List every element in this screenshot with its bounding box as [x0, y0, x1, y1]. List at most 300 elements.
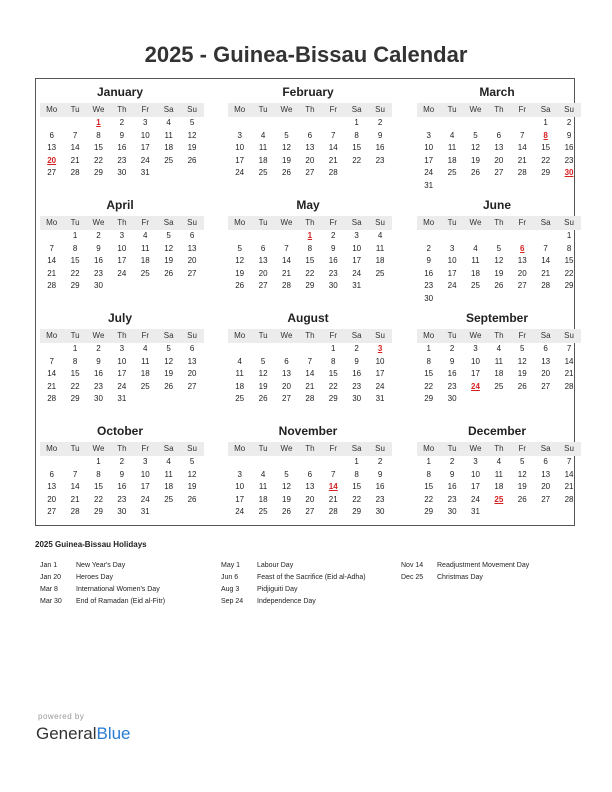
day-cell: 25: [258, 168, 268, 177]
day-cell: 6: [189, 231, 195, 240]
weekday-header: Mo: [417, 329, 440, 343]
day-cell: 22: [328, 381, 338, 391]
holiday-day-cell: 14: [328, 482, 338, 491]
day-cell: 28: [564, 381, 574, 391]
holiday-date: Jan 1: [40, 562, 58, 569]
day-cell: 28: [305, 394, 315, 403]
day-cell: 23: [375, 494, 385, 504]
day-cell: 5: [520, 457, 525, 466]
weekday-header: Su: [180, 442, 203, 456]
day-cell: 17: [235, 155, 245, 165]
empty-day-cell: [534, 230, 557, 243]
weekday-header: Sa: [157, 442, 180, 456]
weekday-header: Sa: [534, 103, 557, 117]
empty-day-cell: [275, 117, 298, 130]
day-cell: 2: [449, 344, 455, 353]
month-name: December: [467, 424, 527, 438]
day-cell: 12: [164, 243, 174, 253]
day-cell: 16: [564, 143, 574, 152]
day-cell: 11: [258, 482, 268, 491]
day-cell: 2: [331, 231, 336, 240]
empty-day-cell: [275, 456, 298, 469]
weekday-header: Sa: [157, 216, 180, 230]
empty-day-cell: [251, 230, 274, 243]
weekday-header: Tu: [251, 103, 274, 117]
day-cell: 12: [235, 256, 245, 265]
day-cell: 2: [96, 344, 101, 353]
day-cell: 19: [164, 369, 174, 378]
day-cell: 17: [235, 494, 245, 504]
day-cell: 4: [473, 243, 478, 253]
weekday-header: Th: [487, 103, 510, 117]
weekday-header: Tu: [440, 329, 463, 343]
day-cell: 16: [94, 256, 103, 265]
weekday-header: Th: [110, 216, 133, 230]
day-cell: 16: [375, 143, 385, 152]
day-cell: 20: [541, 369, 551, 378]
weekday-header: Fr: [511, 329, 534, 343]
day-cell: 1: [354, 118, 359, 127]
empty-day-cell: [251, 343, 274, 356]
day-cell: 23: [94, 381, 103, 391]
weekday-header: Sa: [157, 103, 180, 117]
month-name: March: [479, 85, 515, 99]
day-cell: 10: [235, 143, 245, 152]
month-name: October: [96, 424, 143, 438]
weekday-header: Th: [110, 442, 133, 456]
day-cell: 7: [566, 344, 572, 353]
day-cell: 24: [447, 281, 457, 290]
day-cell: 15: [70, 369, 80, 378]
day-cell: 26: [187, 494, 197, 504]
empty-day-cell: [228, 117, 251, 130]
day-cell: 13: [541, 356, 551, 366]
weekday-header: We: [464, 103, 487, 117]
holiday-name: Readjustment Movement Day: [437, 562, 530, 569]
day-cell: 1: [426, 344, 431, 353]
empty-day-cell: [251, 456, 274, 469]
day-cell: 5: [284, 130, 289, 140]
day-cell: 13: [494, 143, 504, 152]
weekday-header: Su: [368, 329, 391, 343]
day-cell: 6: [543, 457, 548, 466]
day-cell: 6: [260, 243, 266, 253]
month-march: [417, 85, 577, 192]
day-cell: 2: [566, 118, 572, 127]
empty-day-cell: [487, 117, 510, 130]
day-cell: 9: [119, 469, 125, 479]
day-cell: 18: [471, 268, 480, 278]
weekday-header: Mo: [417, 103, 440, 117]
holiday-name: Pidjiguiti Day: [257, 586, 298, 593]
day-cell: 13: [187, 243, 197, 253]
weekday-header: Tu: [440, 103, 463, 117]
day-cell: 4: [237, 356, 242, 366]
day-cell: 28: [282, 281, 291, 290]
holiday-row: [40, 572, 210, 584]
day-cell: 2: [426, 243, 431, 253]
day-cell: 16: [424, 268, 434, 278]
empty-day-cell: [63, 456, 86, 469]
month-february: [228, 85, 388, 180]
day-cell: 22: [541, 155, 551, 165]
weekday-header: Mo: [40, 442, 63, 456]
holiday-day-cell: 30: [564, 168, 574, 177]
day-cell: 5: [496, 243, 502, 253]
day-cell: 5: [237, 243, 242, 253]
day-cell: 19: [187, 143, 197, 152]
day-cell: 5: [473, 130, 478, 140]
empty-day-cell: [417, 230, 440, 243]
day-cell: 7: [49, 356, 54, 366]
day-cell: 18: [375, 256, 385, 265]
day-cell: 17: [375, 369, 385, 378]
day-cell: 22: [70, 381, 80, 391]
month-grid: [228, 329, 388, 406]
empty-day-cell: [275, 343, 298, 356]
day-cell: 1: [96, 457, 101, 466]
holiday-name: Independence Day: [257, 598, 316, 605]
day-cell: 23: [352, 381, 362, 391]
day-cell: 26: [282, 507, 291, 516]
holiday-row: [221, 560, 391, 572]
day-cell: 21: [564, 482, 574, 491]
day-cell: 21: [328, 155, 338, 165]
weekday-header: Su: [557, 216, 580, 230]
day-cell: 25: [375, 268, 385, 278]
day-cell: 21: [282, 268, 291, 278]
month-name: August: [287, 311, 329, 325]
day-cell: 10: [352, 243, 362, 253]
month-grid: [228, 442, 388, 519]
day-cell: 7: [307, 356, 313, 366]
day-cell: 9: [331, 243, 336, 253]
month-name: January: [96, 85, 144, 99]
day-cell: 22: [352, 494, 362, 504]
weekday-header: We: [87, 103, 110, 117]
month-name: May: [296, 198, 320, 212]
weekday-header: Tu: [440, 442, 463, 456]
day-cell: 23: [328, 268, 338, 278]
day-cell: 19: [235, 268, 245, 278]
day-cell: 1: [72, 344, 78, 353]
holiday-day-cell: 1: [307, 231, 313, 240]
day-cell: 26: [494, 281, 504, 290]
weekday-header: Mo: [40, 329, 63, 343]
weekday-header: Su: [180, 103, 203, 117]
day-cell: 13: [187, 356, 197, 366]
day-cell: 22: [94, 494, 103, 504]
day-cell: 19: [258, 381, 268, 391]
day-cell: 9: [566, 130, 572, 140]
day-cell: 19: [282, 494, 291, 504]
empty-day-cell: [417, 117, 440, 130]
weekday-header: Fr: [511, 216, 534, 230]
holiday-date: Jan 20: [40, 574, 62, 581]
empty-day-cell: [40, 456, 63, 469]
day-cell: 27: [282, 394, 291, 403]
holiday-day-cell: 6: [520, 243, 525, 253]
day-cell: 18: [235, 381, 245, 391]
day-cell: 19: [517, 482, 527, 491]
day-cell: 17: [471, 482, 480, 491]
weekday-header: Tu: [440, 216, 463, 230]
weekday-header: Sa: [534, 216, 557, 230]
day-cell: 30: [117, 507, 127, 516]
day-cell: 20: [187, 256, 197, 265]
day-cell: 24: [375, 381, 385, 391]
holiday-date: Sep 24: [221, 598, 244, 605]
day-cell: 4: [143, 344, 148, 353]
weekday-header: Su: [368, 216, 391, 230]
month-september: [417, 311, 577, 406]
weekday-header: Sa: [534, 442, 557, 456]
day-cell: 4: [166, 457, 171, 466]
empty-day-cell: [464, 117, 487, 130]
day-cell: 15: [352, 143, 362, 152]
day-cell: 9: [449, 356, 455, 366]
day-cell: 1: [331, 344, 336, 353]
empty-day-cell: [228, 230, 251, 243]
empty-day-cell: [322, 117, 345, 130]
day-cell: 16: [117, 143, 127, 152]
weekday-header: Th: [298, 329, 321, 343]
day-cell: 26: [235, 281, 245, 290]
day-cell: 12: [164, 356, 174, 366]
month-january: [40, 85, 200, 180]
brand-logo[interactable]: [36, 724, 131, 744]
day-cell: 10: [471, 469, 480, 479]
day-cell: 26: [258, 394, 268, 403]
day-cell: 19: [187, 482, 197, 491]
month-may: [228, 198, 388, 293]
day-cell: 27: [305, 168, 315, 177]
day-cell: 2: [119, 118, 125, 127]
weekday-header: Sa: [345, 216, 368, 230]
weekday-header: We: [275, 442, 298, 456]
day-cell: 10: [447, 256, 457, 265]
day-cell: 15: [70, 256, 80, 265]
day-cell: 8: [354, 130, 359, 140]
day-cell: 11: [258, 143, 268, 152]
day-cell: 30: [424, 293, 434, 303]
day-cell: 28: [70, 168, 80, 177]
day-cell: 20: [187, 369, 197, 378]
day-cell: 9: [426, 256, 431, 265]
weekday-header: We: [87, 329, 110, 343]
day-cell: 6: [49, 469, 54, 479]
holiday-name: International Women's Day: [76, 586, 160, 593]
day-cell: 12: [187, 469, 197, 479]
day-cell: 26: [282, 168, 291, 177]
day-cell: 4: [260, 469, 266, 479]
day-cell: 30: [447, 394, 457, 403]
day-cell: 9: [96, 243, 101, 253]
day-cell: 24: [235, 168, 245, 177]
holiday-name: Labour Day: [257, 562, 294, 569]
day-cell: 3: [354, 231, 359, 240]
weekday-header: Fr: [134, 103, 157, 117]
day-cell: 27: [187, 381, 197, 391]
day-cell: 17: [424, 155, 434, 165]
day-cell: 14: [282, 256, 291, 265]
day-cell: 15: [424, 482, 434, 491]
day-cell: 15: [424, 369, 434, 378]
day-cell: 8: [354, 469, 359, 479]
day-cell: 12: [494, 256, 504, 265]
holiday-date: May 1: [221, 562, 241, 569]
day-cell: 11: [375, 243, 385, 253]
empty-day-cell: [40, 343, 63, 356]
month-name: June: [482, 198, 511, 212]
day-cell: 20: [258, 268, 268, 278]
day-cell: 30: [328, 281, 338, 290]
month-grid: [40, 216, 200, 293]
holiday-row: [221, 596, 391, 608]
day-cell: 28: [70, 507, 80, 516]
weekday-header: We: [464, 442, 487, 456]
day-cell: 18: [494, 482, 504, 491]
day-cell: 28: [541, 281, 551, 290]
weekday-header: We: [275, 216, 298, 230]
holiday-row: [40, 584, 210, 596]
day-cell: 11: [164, 469, 173, 479]
day-cell: 16: [352, 369, 362, 378]
day-cell: 13: [517, 256, 527, 265]
day-cell: 21: [47, 381, 57, 391]
weekday-header: We: [464, 329, 487, 343]
day-cell: 2: [377, 118, 383, 127]
day-cell: 25: [164, 494, 174, 504]
weekday-header: Sa: [345, 442, 368, 456]
day-cell: 25: [235, 394, 245, 403]
month-grid: [417, 216, 577, 305]
day-cell: 24: [117, 268, 127, 278]
day-cell: 4: [377, 231, 383, 240]
day-cell: 6: [49, 130, 54, 140]
day-cell: 2: [449, 457, 455, 466]
holiday-row: [40, 596, 210, 608]
month-grid: [228, 103, 388, 180]
month-grid: [40, 103, 200, 180]
day-cell: 15: [94, 482, 103, 491]
day-cell: 20: [47, 494, 57, 504]
day-cell: 26: [187, 155, 197, 165]
brand-general: General: [36, 724, 97, 743]
day-cell: 12: [517, 469, 527, 479]
weekday-header: Sa: [157, 329, 180, 343]
day-cell: 26: [164, 268, 174, 278]
day-cell: 7: [331, 130, 336, 140]
day-cell: 21: [47, 268, 57, 278]
weekday-header: Th: [298, 216, 321, 230]
day-cell: 31: [471, 507, 480, 516]
day-cell: 3: [143, 118, 148, 127]
holiday-day-cell: 20: [47, 155, 57, 165]
day-cell: 29: [424, 394, 434, 403]
day-cell: 4: [449, 130, 455, 140]
day-cell: 27: [187, 268, 197, 278]
weekday-header: Th: [298, 103, 321, 117]
weekday-header: We: [464, 216, 487, 230]
day-cell: 18: [258, 494, 268, 504]
day-cell: 21: [517, 155, 527, 165]
weekday-header: Fr: [134, 216, 157, 230]
day-cell: 8: [566, 243, 572, 253]
day-cell: 17: [117, 369, 127, 378]
empty-day-cell: [298, 343, 321, 356]
day-cell: 3: [426, 130, 431, 140]
empty-day-cell: [440, 117, 463, 130]
day-cell: 8: [96, 469, 101, 479]
day-cell: 25: [164, 155, 174, 165]
day-cell: 14: [70, 482, 80, 491]
day-cell: 14: [305, 369, 315, 378]
holiday-date: Mar 30: [40, 598, 62, 605]
day-cell: 2: [354, 344, 359, 353]
empty-day-cell: [487, 230, 510, 243]
holiday-column-3: [401, 560, 571, 584]
day-cell: 8: [426, 356, 431, 366]
day-cell: 18: [258, 155, 268, 165]
day-cell: 27: [258, 281, 268, 290]
day-cell: 23: [564, 155, 574, 165]
day-cell: 24: [352, 268, 362, 278]
day-cell: 30: [447, 507, 457, 516]
holiday-row: [221, 584, 391, 596]
weekday-header: Mo: [228, 329, 251, 343]
day-cell: 3: [119, 231, 125, 240]
brand-blue: Blue: [96, 724, 131, 743]
day-cell: 27: [47, 168, 57, 177]
day-cell: 23: [94, 268, 103, 278]
day-cell: 19: [517, 369, 527, 378]
day-cell: 26: [164, 381, 174, 391]
day-cell: 29: [70, 394, 80, 403]
day-cell: 19: [164, 256, 174, 265]
weekday-header: Su: [368, 442, 391, 456]
month-grid: [40, 442, 200, 519]
day-cell: 14: [47, 369, 57, 378]
day-cell: 3: [473, 344, 478, 353]
day-cell: 12: [258, 369, 268, 378]
day-cell: 31: [375, 394, 385, 403]
month-june: [417, 198, 577, 305]
month-grid: [417, 442, 577, 519]
day-cell: 9: [119, 130, 125, 140]
day-cell: 31: [117, 394, 127, 403]
empty-day-cell: [298, 456, 321, 469]
day-cell: 24: [140, 494, 150, 504]
day-cell: 29: [70, 281, 80, 290]
empty-day-cell: [511, 117, 534, 130]
day-cell: 18: [164, 482, 174, 491]
month-november: [228, 424, 388, 519]
month-name: November: [278, 424, 338, 438]
day-cell: 11: [471, 256, 480, 265]
day-cell: 3: [237, 130, 242, 140]
day-cell: 13: [258, 256, 268, 265]
weekday-header: Mo: [40, 216, 63, 230]
day-cell: 1: [426, 457, 431, 466]
weekday-header: Fr: [322, 103, 345, 117]
weekday-header: We: [87, 216, 110, 230]
day-cell: 1: [543, 118, 548, 127]
day-cell: 3: [119, 344, 125, 353]
day-cell: 20: [517, 268, 527, 278]
holiday-date: Mar 8: [40, 586, 58, 593]
day-cell: 26: [471, 168, 480, 177]
